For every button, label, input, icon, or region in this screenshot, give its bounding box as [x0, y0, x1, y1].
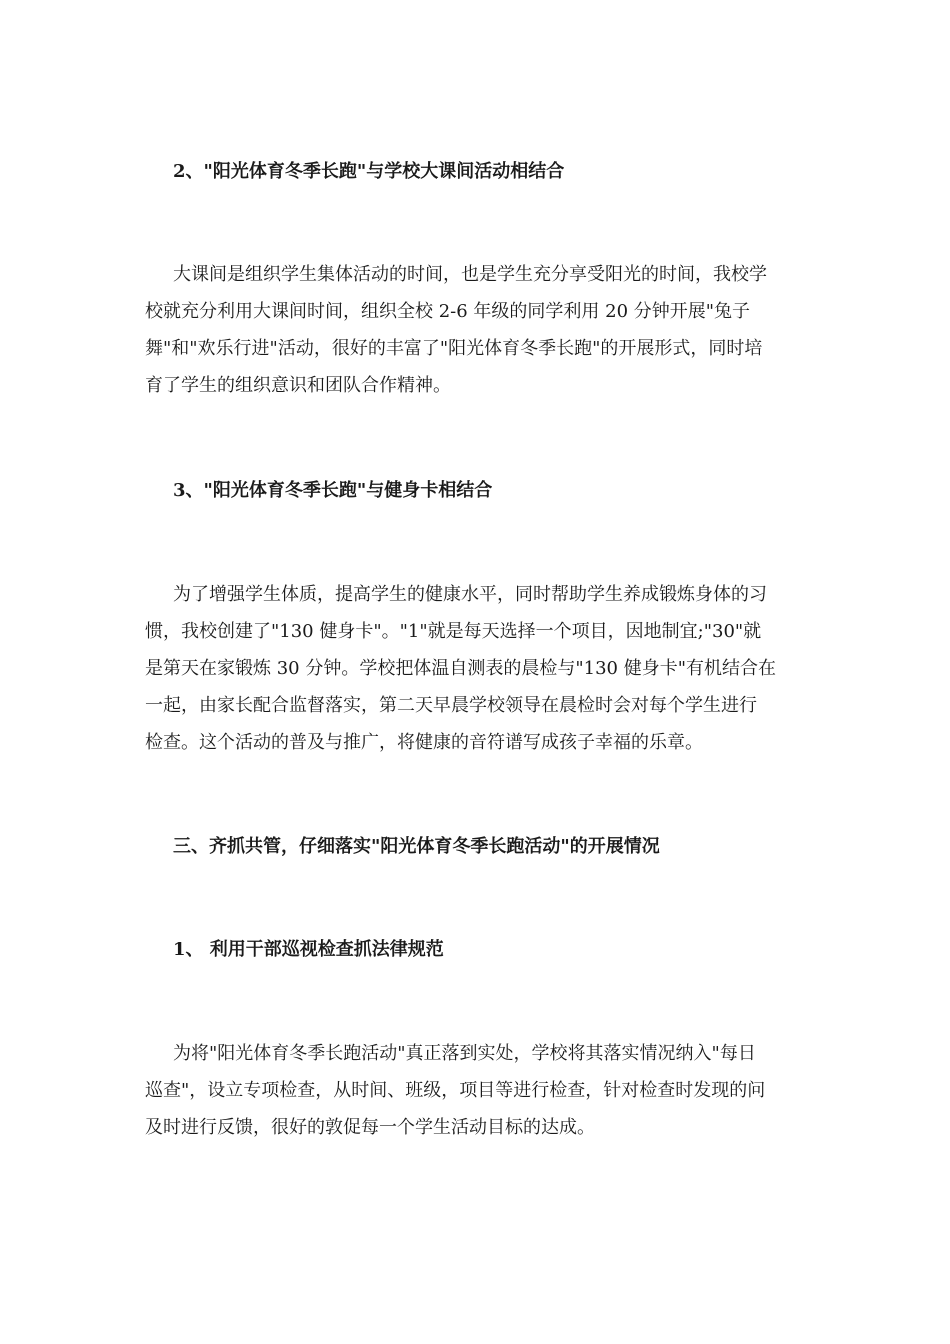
- paragraph-line: 为将"阳光体育冬季长跑活动"真正落到实处，学校将其落实情况纳入"每日: [173, 1043, 756, 1064]
- paragraph-line: 检查。这个活动的普及与推广，将健康的音符谱写成孩子幸福的乐章。: [145, 732, 703, 753]
- paragraph-line: 校就充分利用大课间时间，组织全校 2-6 年级的同学利用 20 分钟开展"兔子: [145, 301, 751, 322]
- section-heading-three: 三、齐抓共管，仔细落实"阳光体育冬季长跑活动"的开展情况: [173, 836, 660, 857]
- paragraph-line: 大课间是组织学生集体活动的时间，也是学生充分享受阳光的时间，我校学: [173, 264, 767, 285]
- paragraph-inspection: [145, 1035, 810, 1146]
- section-heading-3: 3、"阳光体育冬季长跑"与健身卡相结合: [173, 480, 493, 501]
- paragraph-line: 是第天在家锻炼 30 分钟。学校把体温自测表的晨检与"130 健身卡"有机结合在: [145, 658, 776, 679]
- paragraph-line: 及时进行反馈，很好的敦促每一个学生活动目标的达成。: [145, 1117, 595, 1138]
- paragraph-fitness-card: [145, 576, 810, 761]
- paragraph-line: 舞"和"欢乐行进"活动，很好的丰富了"阳光体育冬季长跑"的开展形式，同时培: [145, 338, 763, 359]
- paragraph-line: 为了增强学生体质，提高学生的健康水平，同时帮助学生养成锻炼身体的习: [173, 584, 767, 605]
- paragraph-big-break-activity: [145, 256, 810, 404]
- section-heading-2: 2、"阳光体育冬季长跑"与学校大课间活动相结合: [173, 161, 565, 182]
- paragraph-line: 惯，我校创建了"130 健身卡"。"1"就是每天选择一个项目，因地制宜;"30"就: [145, 621, 762, 642]
- paragraph-line: 巡查"，设立专项检查，从时间、班级，项目等进行检查，针对检查时发现的问: [145, 1080, 766, 1101]
- paragraph-line: 育了学生的组织意识和团队合作精神。: [145, 375, 451, 396]
- paragraph-line: 一起，由家长配合监督落实，第二天早晨学校领导在晨检时会对每个学生进行: [145, 695, 757, 716]
- section-heading-1: 1、 利用干部巡视检查抓法律规范: [173, 939, 444, 960]
